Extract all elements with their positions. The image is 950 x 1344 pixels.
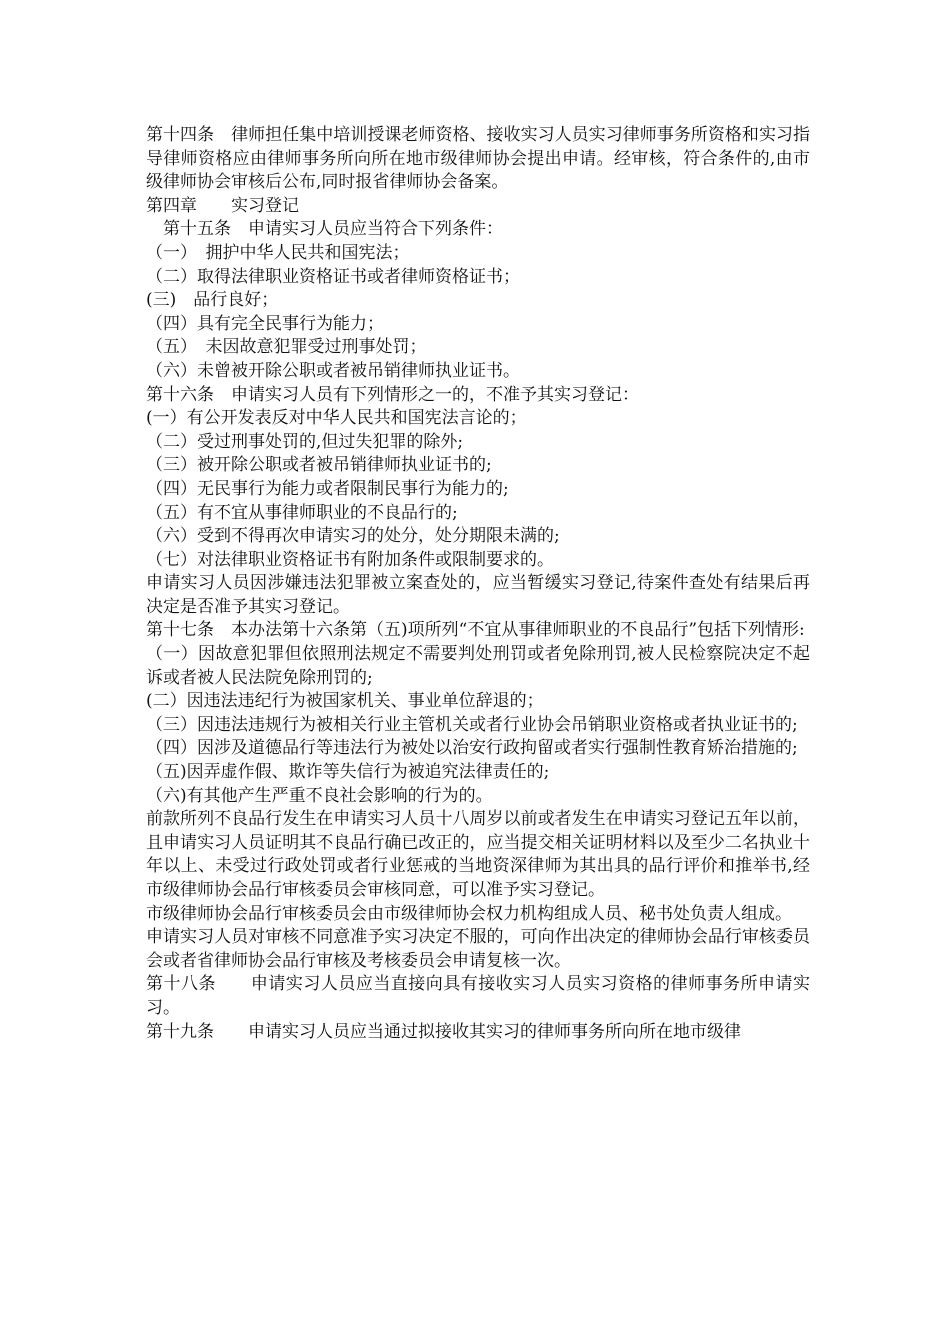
article-15-item-6: （六）未曾被开除公职或者被吊销律师执业证书。	[146, 360, 520, 381]
article-18: 第十八条 申请实习人员应当直接向具有接收实习人员实习资格的律师事务所申请实习。	[146, 974, 810, 1018]
article-15-item-3: (三) 品行良好；	[146, 290, 279, 311]
article-16-item-7: （七）对法律职业资格证书有附加条件或限制要求的。	[146, 549, 554, 570]
article-16: 第十六条 申请实习人员有下列情形之一的，不准予其实习登记：	[146, 384, 639, 405]
article-16-item-4: （四）无民事行为能力或者限制民事行为能力的;	[146, 478, 509, 499]
article-17: 第十七条 本办法第十六条第（五)项所列“不宜从事律师职业的不良品行”包括下列情形:	[146, 620, 805, 641]
article-16-note: 申请实习人员因涉嫌违法犯罪被立案查处的，应当暂缓实习登记,待案件查处有结果后再决定是否准予其实习登记。	[146, 573, 810, 617]
article-14: 第十四条 律师担任集中培训授课老师资格、接收实习人员实习律师事务所资格和实习指导律师资格应由律师事务所向所在地市级律师协会提出申请。经审核，符合条件的,由市级律师协会审核后公布,同时报省律师协会备案。	[146, 125, 810, 193]
article-19: 第十九条 申请实习人员应当通过拟接收其实习的律师事务所向所在地市级律	[146, 1021, 741, 1042]
article-17-item-6: （六)有其他产生严重不良社会影响的行为的。	[146, 785, 493, 806]
article-17-item-3: （三）因违法违规行为被相关行业主管机关或者行业协会吊销职业资格或者执业证书的;	[146, 714, 798, 735]
article-15-item-5: （五） 未因故意犯罪受过刑事处罚；	[146, 337, 427, 358]
chapter-4-heading: 第四章 实习登记	[146, 195, 299, 216]
article-17-item-5: （五)因弄虚作假、欺诈等失信行为被追究法律责任的;	[146, 762, 550, 783]
article-16-item-2: （二）受过刑事处罚的,但过失犯罪的除外;	[146, 431, 464, 452]
article-17-item-1: （一）因故意犯罪但依照刑法规定不需要判处刑罚或者免除刑罚,被人民检察院决定不起诉或者被人民法院免除刑罚的;	[146, 644, 810, 688]
article-15-item-2: （二）取得法律职业资格证书或者律师资格证书；	[146, 266, 520, 287]
article-17-note-3: 申请实习人员对审核不同意准予实习决定不服的，可向作出决定的律师协会品行审核委员会或者省律师协会品行审核及考核委员会申请复核一次。	[146, 927, 810, 971]
article-15-item-1: （一） 拥护中华人民共和国宪法；	[146, 242, 410, 263]
article-15: 第十五条 申请实习人员应当符合下列条件：	[163, 219, 503, 240]
article-16-item-3: （三）被开除公职或者被吊销律师执业证书的;	[146, 455, 492, 476]
article-17-note-2: 市级律师协会品行审核委员会由市级律师协会权力机构组成人员、秘书处负责人组成。	[146, 903, 792, 924]
article-17-item-2: (二）因违法违纪行为被国家机关、事业单位辞退的；	[146, 691, 544, 712]
article-17-note-1: 前款所列不良品行发生在申请实习人员十八周岁以前或者发生在申请实习登记五年以前，且申请实习人员证明其不良品行确已改正的，应当提交相关证明材料以及至少二名执业十年以上、未受过行政处罚或者行业惩戒的当地资深律师为其出具的品行评价和推举书,经市级律师协会品行审核委员会审核同意，可以准予实习登记。	[146, 809, 810, 900]
article-16-item-1: (一）有公开发表反对中华人民共和国宪法言论的；	[146, 408, 527, 429]
article-17-item-4: （四）因涉及道德品行等违法行为被处以治安行政拘留或者实行强制性教育矫治措施的;	[146, 738, 798, 759]
article-15-item-4: （四）具有完全民事行为能力；	[146, 313, 384, 334]
article-16-item-6: （六）受到不得再次申请实习的处分，处分期限未满的;	[146, 526, 560, 547]
article-16-item-5: （五）有不宜从事律师职业的不良品行的;	[146, 502, 458, 523]
document-body	[146, 124, 810, 1044]
